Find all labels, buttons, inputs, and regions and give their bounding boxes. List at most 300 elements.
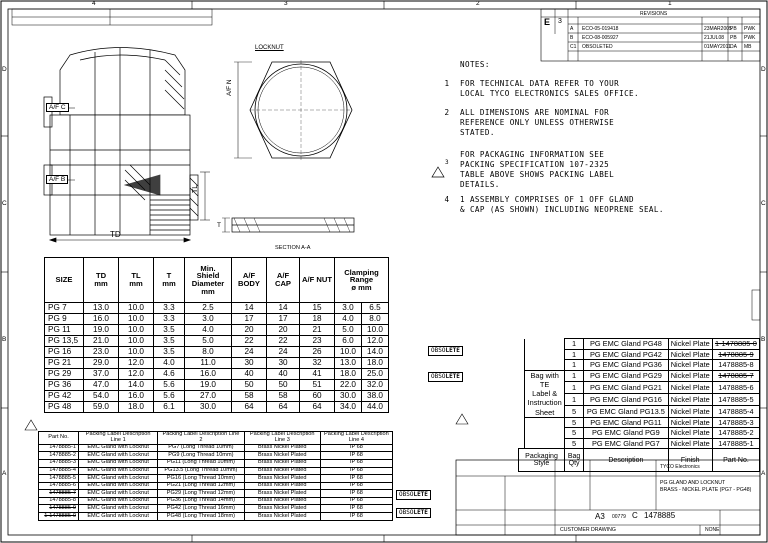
- dim-cell-af-cap: 14: [267, 303, 300, 314]
- drawing-title: PG GLAND AND LOCKNUT BRASS - NICKEL PLATE (PG7 - PG48): [660, 480, 752, 493]
- rev-letter: A: [570, 26, 574, 32]
- rev-description: ECO-05-019418: [582, 26, 619, 32]
- obsolete-prefix: OBSO: [399, 509, 414, 516]
- row-marker-a: A: [2, 470, 7, 477]
- dim-cell-af-cap: 22: [267, 336, 300, 347]
- col-tl: TL mm: [119, 258, 154, 303]
- dim-cell-af-nut: 18: [300, 314, 335, 325]
- pkg-line4: IP 68: [320, 497, 392, 505]
- pkg-line3: Brass Nickel Plated: [244, 513, 320, 521]
- pkg-line2: PG21 (Long Thread 12mm): [158, 482, 244, 490]
- part-row: [519, 438, 760, 449]
- dim-cell-af-body: 22: [232, 336, 267, 347]
- packaging-row: [39, 444, 393, 452]
- dim-cell-tl: 10.0: [119, 336, 154, 347]
- part-finish: Nickel Plate: [668, 360, 712, 371]
- dim-cell-af-cap: 24: [267, 347, 300, 358]
- dimension-row: [45, 325, 389, 336]
- dimension-row: [45, 402, 389, 413]
- dim-cell-clamp-min: 5.0: [335, 325, 362, 336]
- dim-cell-clamp-max: 18.0: [361, 358, 388, 369]
- packaging-row: [39, 490, 393, 498]
- col-marker-1: 1: [668, 0, 672, 7]
- dim-cell-td: 23.0: [84, 347, 119, 358]
- pkg-line1: EMC Gland with Locknut: [79, 452, 158, 460]
- part-finish: Nickel Plate: [668, 349, 712, 360]
- dimension-row: [45, 303, 389, 314]
- dim-cell-shield: 3.0: [185, 314, 232, 325]
- dim-cell-td: 19.0: [84, 325, 119, 336]
- part-description: PG EMC Gland PG7: [584, 438, 668, 449]
- row-marker-b-right: B: [761, 336, 766, 343]
- pkg-col-part: Part No.: [39, 432, 79, 445]
- part-number: 1478885-1: [712, 438, 759, 449]
- sheet-size-a3: A3: [595, 512, 605, 521]
- af-c-label: A/F C: [46, 103, 69, 112]
- dim-cell-clamp-max: 44.0: [361, 402, 388, 413]
- packaging-row: [39, 452, 393, 460]
- dim-cell-t: 5.6: [154, 380, 185, 391]
- dim-cell-af-nut: 26: [300, 347, 335, 358]
- pkg-line3: Brass Nickel Plated: [244, 497, 320, 505]
- pkg-line4: IP 68: [320, 475, 392, 483]
- scale: NONE: [705, 527, 720, 533]
- part-number: 1478885-2: [712, 428, 759, 439]
- obsolete-prefix: OBSO: [431, 373, 446, 380]
- row-marker-d: D: [2, 66, 7, 73]
- dwg-prefix: C: [632, 511, 638, 520]
- dim-cell-af-nut: 21: [300, 325, 335, 336]
- part-finish: Nickel Plate: [668, 405, 712, 417]
- obsolete-prefix: OBSO: [399, 491, 414, 498]
- row-marker-a-right: A: [761, 470, 766, 477]
- part-number: 1478885-7: [712, 370, 759, 382]
- dim-cell-af-nut: 64: [300, 402, 335, 413]
- customer-drawing: CUSTOMER DRAWING: [560, 527, 616, 533]
- pkg-line3: Brass Nickel Plated: [244, 490, 320, 498]
- pkg-line4: IP 68: [320, 444, 392, 452]
- obsolete-stamp-2: [428, 372, 463, 382]
- pkg-line4: IP 68: [320, 505, 392, 513]
- dimension-row: [45, 391, 389, 402]
- pkg-part-number: 1478885-6: [39, 482, 79, 490]
- part-qty: 5: [565, 417, 584, 428]
- dim-cell-shield: 19.0: [185, 380, 232, 391]
- obsolete-stamp-4: [396, 508, 431, 518]
- pkg-line3: Brass Nickel Plated: [244, 444, 320, 452]
- dimension-row: [45, 369, 389, 380]
- rev-date: 01MAY2011: [704, 44, 731, 50]
- dim-cell-clamp-max: 10.0: [361, 325, 388, 336]
- dim-cell-clamp-min: 22.0: [335, 380, 362, 391]
- dimension-row: [45, 347, 389, 358]
- pkg-line1: EMC Gland with Locknut: [79, 459, 158, 467]
- col-shield: Min. Shield Diameter mm: [185, 258, 232, 303]
- dim-cell-clamp-max: 32.0: [361, 380, 388, 391]
- dim-cell-clamp-min: 13.0: [335, 358, 362, 369]
- dim-cell-af-cap: 20: [267, 325, 300, 336]
- sheet-number: 3: [558, 18, 562, 25]
- part-qty: 5: [565, 428, 584, 439]
- bag-with-te-label: Bag with TE Label & Instruction Sheet: [525, 370, 565, 417]
- dim-cell-clamp-min: 6.0: [335, 336, 362, 347]
- dim-cell-af-cap: 30: [267, 358, 300, 369]
- col-marker-3: 3: [284, 0, 288, 7]
- part-finish: Nickel Plate: [668, 382, 712, 394]
- packaging-row: [39, 467, 393, 475]
- dim-cell-tl: 10.0: [119, 347, 154, 358]
- pkg-part-number: 1478885-7: [39, 490, 79, 498]
- pkg-part-number: 1478885-1: [39, 444, 79, 452]
- dim-cell-clamp-max: 38.0: [361, 391, 388, 402]
- pkg-line2: PG16 (Long Thread 10mm): [158, 475, 244, 483]
- dim-cell-shield: 11.0: [185, 358, 232, 369]
- dim-cell-af-cap: 50: [267, 380, 300, 391]
- note-4-text: 1 ASSEMBLY COMPRISES OF 1 OFF GLAND & CAP (AS SHOWN) INCLUDING NEOPRENE SEAL.: [460, 195, 664, 214]
- af-b-label: A/F B: [46, 175, 68, 184]
- note-4-number: 4: [444, 195, 450, 204]
- packaging-style-cell: [525, 417, 565, 428]
- pkg-line3: Brass Nickel Plated: [244, 505, 320, 513]
- part-description: PG EMC Gland PG36: [584, 360, 668, 371]
- dim-cell-size: PG 16: [45, 347, 84, 358]
- revisions-header: REVISIONS: [640, 11, 668, 17]
- col-td: TD mm: [84, 258, 119, 303]
- part-qty: 5: [565, 438, 584, 449]
- pkg-part-number: 1478885-3: [39, 459, 79, 467]
- pkg-col-line2: Packing Label Description Line 2: [158, 432, 244, 445]
- part-description: PG EMC Gland PG29: [584, 370, 668, 382]
- part-qty: 1: [565, 394, 584, 406]
- packaging-body: [39, 444, 393, 520]
- dim-cell-tl: 16.0: [119, 391, 154, 402]
- rev-letter: C1: [570, 44, 577, 50]
- pkg-line2: PG36 (Long Thread 14mm): [158, 497, 244, 505]
- pkg-line4: IP 68: [320, 482, 392, 490]
- packaging-header-row: [39, 432, 393, 445]
- footer-bag-qty: Bag Qty: [565, 449, 584, 472]
- dim-cell-af-body: 40: [232, 369, 267, 380]
- pkg-line2: PG13.5 (Long Thread 10mm): [158, 467, 244, 475]
- pkg-line2: PG29 (Long Thread 12mm): [158, 490, 244, 498]
- parts-table: [518, 338, 760, 472]
- dim-cell-size: PG 7: [45, 303, 84, 314]
- part-description: PG EMC Gland PG13.5: [584, 405, 668, 417]
- col-t: T mm: [154, 258, 185, 303]
- dim-cell-af-body: 20: [232, 325, 267, 336]
- dim-cell-clamp-max: 14.0: [361, 347, 388, 358]
- footer-description: Description: [584, 449, 668, 472]
- row-marker-d-right: D: [761, 66, 766, 73]
- pkg-line2: PG9 (Long Thread 10mm): [158, 452, 244, 460]
- packaging-row: [39, 459, 393, 467]
- dim-cell-td: 16.0: [84, 314, 119, 325]
- rev-by: PB: [730, 26, 737, 32]
- pkg-line2: PG11 (Long Thread 10mm): [158, 459, 244, 467]
- part-row: [519, 349, 760, 360]
- dim-cell-t: 3.5: [154, 336, 185, 347]
- dim-cell-t: 3.3: [154, 314, 185, 325]
- drawing-number: 1478885: [644, 511, 676, 520]
- note-3-number: 3: [444, 159, 449, 166]
- part-number: 1-1478885-0: [712, 339, 759, 350]
- dim-cell-af-body: 24: [232, 347, 267, 358]
- col-clamping-range: Clamping Range ø mm: [335, 258, 389, 303]
- dim-cell-clamp-min: 4.0: [335, 314, 362, 325]
- dim-cell-shield: 8.0: [185, 347, 232, 358]
- part-description: PG EMC Gland PG21: [584, 382, 668, 394]
- dim-cell-shield: 27.0: [185, 391, 232, 402]
- packaging-row: [39, 497, 393, 505]
- parts-body: [519, 339, 760, 472]
- pkg-line2: PG7 (Long Thread 10mm): [158, 444, 244, 452]
- part-number: 1478885-6: [712, 382, 759, 394]
- pkg-line4: IP 68: [320, 459, 392, 467]
- dim-cell-size: PG 21: [45, 358, 84, 369]
- pkg-line1: EMC Gland with Locknut: [79, 467, 158, 475]
- dim-cell-t: 3.3: [154, 303, 185, 314]
- pkg-line1: EMC Gland with Locknut: [79, 444, 158, 452]
- t-label: T: [217, 222, 221, 229]
- dim-cell-t: 3.5: [154, 347, 185, 358]
- packaging-style-cell: [525, 339, 565, 350]
- packaging-row: [39, 505, 393, 513]
- row-marker-c-right: C: [761, 200, 766, 207]
- pkg-line1: EMC Gland with Locknut: [79, 497, 158, 505]
- packaging-row: [39, 513, 393, 521]
- dim-cell-tl: 12.0: [119, 358, 154, 369]
- dimension-row: [45, 314, 389, 325]
- dim-cell-size: PG 13,5: [45, 336, 84, 347]
- dim-cell-shield: 5.0: [185, 336, 232, 347]
- rev-checked: PWK: [744, 35, 756, 41]
- dim-cell-af-cap: 17: [267, 314, 300, 325]
- dim-cell-td: 37.0: [84, 369, 119, 380]
- part-qty: 1: [565, 360, 584, 371]
- part-description: PG EMC Gland PG9: [584, 428, 668, 439]
- sheet-size: E: [544, 17, 551, 27]
- dim-cell-tl: 12.0: [119, 369, 154, 380]
- part-row: [519, 339, 760, 350]
- obsolete-stamp-3: [396, 490, 431, 500]
- pkg-line3: Brass Nickel Plated: [244, 452, 320, 460]
- obsolete-suffix: LETE: [413, 491, 428, 498]
- dimensions-body: [45, 303, 389, 413]
- note-3-text: FOR PACKAGING INFORMATION SEE PACKING SPECIFICATION 107-2325 TABLE ABOVE SHOWS PACKING LABEL DETAILS.: [460, 150, 615, 189]
- dim-cell-td: 59.0: [84, 402, 119, 413]
- dim-cell-clamp-max: 12.0: [361, 336, 388, 347]
- pkg-line1: EMC Gland with Locknut: [79, 505, 158, 513]
- dimension-row: [45, 358, 389, 369]
- dim-cell-shield: 4.0: [185, 325, 232, 336]
- obsolete-suffix: LETE: [445, 373, 460, 380]
- af-n-label: A/F N: [226, 79, 233, 96]
- rev-checked: PWK: [744, 26, 756, 32]
- packaging-style-cell: [525, 349, 565, 360]
- col-af-cap: A/F CAP: [267, 258, 300, 303]
- part-finish: Nickel Plate: [668, 339, 712, 350]
- part-finish: Nickel Plate: [668, 394, 712, 406]
- obsolete-stamp-1: [428, 346, 463, 356]
- notes-title: NOTES:: [460, 60, 490, 69]
- row-marker-c: C: [2, 200, 7, 207]
- dim-cell-size: PG 42: [45, 391, 84, 402]
- note-1-text: FOR TECHNICAL DATA REFER TO YOUR LOCAL TYCO ELECTRONICS SALES OFFICE.: [460, 79, 639, 98]
- dim-cell-td: 21.0: [84, 336, 119, 347]
- part-finish: Nickel Plate: [668, 370, 712, 382]
- dim-cell-size: PG 48: [45, 402, 84, 413]
- packaging-row: [39, 482, 393, 490]
- packaging-style-cell: [525, 360, 565, 371]
- td-label: TD: [110, 230, 121, 239]
- pkg-line4: IP 68: [320, 490, 392, 498]
- pkg-part-number: 1478885-2: [39, 452, 79, 460]
- obsolete-prefix: OBSO: [431, 347, 446, 354]
- pkg-line3: Brass Nickel Plated: [244, 467, 320, 475]
- packaging-label-table: [38, 431, 393, 521]
- part-qty: 1: [565, 349, 584, 360]
- tl-label: TL: [192, 184, 199, 193]
- dim-cell-clamp-min: 18.0: [335, 369, 362, 380]
- part-number: 1478885-8: [712, 360, 759, 371]
- part-row: [519, 417, 760, 428]
- pkg-line3: Brass Nickel Plated: [244, 459, 320, 467]
- part-number: 1478885-4: [712, 405, 759, 417]
- rev-date: 21JUL08: [704, 35, 725, 41]
- dim-cell-af-nut: 32: [300, 358, 335, 369]
- dim-cell-t: 5.6: [154, 391, 185, 402]
- pkg-line2: PG42 (Long Thread 16mm): [158, 505, 244, 513]
- dimensions-header-row: [45, 258, 389, 303]
- rev-description: OBSOLETED: [582, 44, 613, 50]
- obsolete-suffix: LETE: [445, 347, 460, 354]
- footer-part-no: Part No.: [712, 449, 759, 472]
- dimensions-table: [44, 257, 389, 413]
- section-label: SECTION A-A: [275, 245, 311, 251]
- dim-cell-tl: 18.0: [119, 402, 154, 413]
- col-marker-2: 2: [476, 0, 480, 7]
- dim-cell-size: PG 9: [45, 314, 84, 325]
- dim-cell-size: PG 36: [45, 380, 84, 391]
- dim-cell-clamp-max: 8.0: [361, 314, 388, 325]
- pkg-line2: PG48 (Long Thread 18mm): [158, 513, 244, 521]
- note-2-text: ALL DIMENSIONS ARE NOMINAL FOR REFERENCE ONLY UNLESS OTHERWISE STATED.: [460, 108, 615, 137]
- dim-cell-af-body: 30: [232, 358, 267, 369]
- dim-cell-size: PG 11: [45, 325, 84, 336]
- dim-cell-size: PG 29: [45, 369, 84, 380]
- footer-packaging-style: Packaging Style: [519, 449, 565, 472]
- packaging-style-cell: [525, 428, 565, 439]
- part-row: [519, 428, 760, 439]
- dim-cell-clamp-max: 6.5: [361, 303, 388, 314]
- note-2-number: 2: [444, 108, 450, 117]
- dim-cell-af-nut: 51: [300, 380, 335, 391]
- pkg-part-number: 1478885-4: [39, 467, 79, 475]
- col-af-nut: A/F NUT: [300, 258, 335, 303]
- dim-cell-t: 6.1: [154, 402, 185, 413]
- part-description: PG EMC Gland PG42: [584, 349, 668, 360]
- pkg-col-line3: Packing Label Description Line 3: [244, 432, 320, 445]
- part-finish: Nickel Plate: [668, 428, 712, 439]
- dim-cell-clamp-min: 30.0: [335, 391, 362, 402]
- obsolete-suffix: LETE: [413, 509, 428, 516]
- pkg-line4: IP 68: [320, 452, 392, 460]
- dim-cell-clamp-max: 25.0: [361, 369, 388, 380]
- dim-cell-tl: 10.0: [119, 325, 154, 336]
- pkg-line3: Brass Nickel Plated: [244, 475, 320, 483]
- dim-cell-td: 29.0: [84, 358, 119, 369]
- rev-letter: B: [570, 35, 574, 41]
- packaging-row: [39, 475, 393, 483]
- part-number: 1478885-9: [712, 349, 759, 360]
- dim-cell-tl: 10.0: [119, 303, 154, 314]
- dim-cell-af-nut: 60: [300, 391, 335, 402]
- cage-code: 00779: [612, 514, 626, 520]
- packaging-style-cell: [525, 438, 565, 449]
- dim-cell-af-nut: 23: [300, 336, 335, 347]
- part-row: [519, 370, 760, 382]
- rev-by: DA: [730, 44, 737, 50]
- part-description: PG EMC Gland PG11: [584, 417, 668, 428]
- pkg-line4: IP 68: [320, 513, 392, 521]
- dim-cell-af-body: 14: [232, 303, 267, 314]
- part-description: PG EMC Gland PG16: [584, 394, 668, 406]
- part-finish: Nickel Plate: [668, 438, 712, 449]
- col-size: SIZE: [45, 258, 84, 303]
- pkg-part-number: 1478885-9: [39, 505, 79, 513]
- pkg-part-number: 1478885-8: [39, 497, 79, 505]
- dim-cell-tl: 14.0: [119, 380, 154, 391]
- pkg-line1: EMC Gland with Locknut: [79, 513, 158, 521]
- rev-by: PB: [730, 35, 737, 41]
- dim-cell-af-body: 64: [232, 402, 267, 413]
- part-qty: 1: [565, 370, 584, 382]
- dim-cell-af-body: 50: [232, 380, 267, 391]
- section-a-a-view: [222, 218, 354, 232]
- part-number: 1478885-3: [712, 417, 759, 428]
- pkg-part-number: 1-1478885-0: [39, 513, 79, 521]
- dim-cell-clamp-min: 3.0: [335, 303, 362, 314]
- dim-cell-af-cap: 40: [267, 369, 300, 380]
- pkg-line1: EMC Gland with Locknut: [79, 482, 158, 490]
- pkg-part-number: 1478885-5: [39, 475, 79, 483]
- parts-footer-row: [519, 449, 760, 472]
- pkg-line1: EMC Gland with Locknut: [79, 475, 158, 483]
- dimension-row: [45, 380, 389, 391]
- dim-cell-af-body: 17: [232, 314, 267, 325]
- part-finish: Nickel Plate: [668, 417, 712, 428]
- pkg-col-line1: Packing Label Description Line 1: [79, 432, 158, 445]
- pkg-line3: Brass Nickel Plated: [244, 482, 320, 490]
- pkg-line1: EMC Gland with Locknut: [79, 490, 158, 498]
- dim-cell-clamp-min: 34.0: [335, 402, 362, 413]
- col-marker-4: 4: [92, 0, 96, 7]
- dim-cell-af-body: 58: [232, 391, 267, 402]
- pkg-col-line4: Packing Label Description Line 4: [320, 432, 392, 445]
- dim-cell-clamp-min: 10.0: [335, 347, 362, 358]
- part-description: PG EMC Gland PG48: [584, 339, 668, 350]
- dim-cell-td: 47.0: [84, 380, 119, 391]
- part-qty: 1: [565, 382, 584, 394]
- dim-cell-td: 54.0: [84, 391, 119, 402]
- dim-cell-shield: 16.0: [185, 369, 232, 380]
- dim-cell-shield: 30.0: [185, 402, 232, 413]
- dim-cell-t: 3.5: [154, 325, 185, 336]
- dim-cell-af-nut: 15: [300, 303, 335, 314]
- dim-cell-t: 4.6: [154, 369, 185, 380]
- gland-side-view: [44, 48, 210, 243]
- dimension-row: [45, 336, 389, 347]
